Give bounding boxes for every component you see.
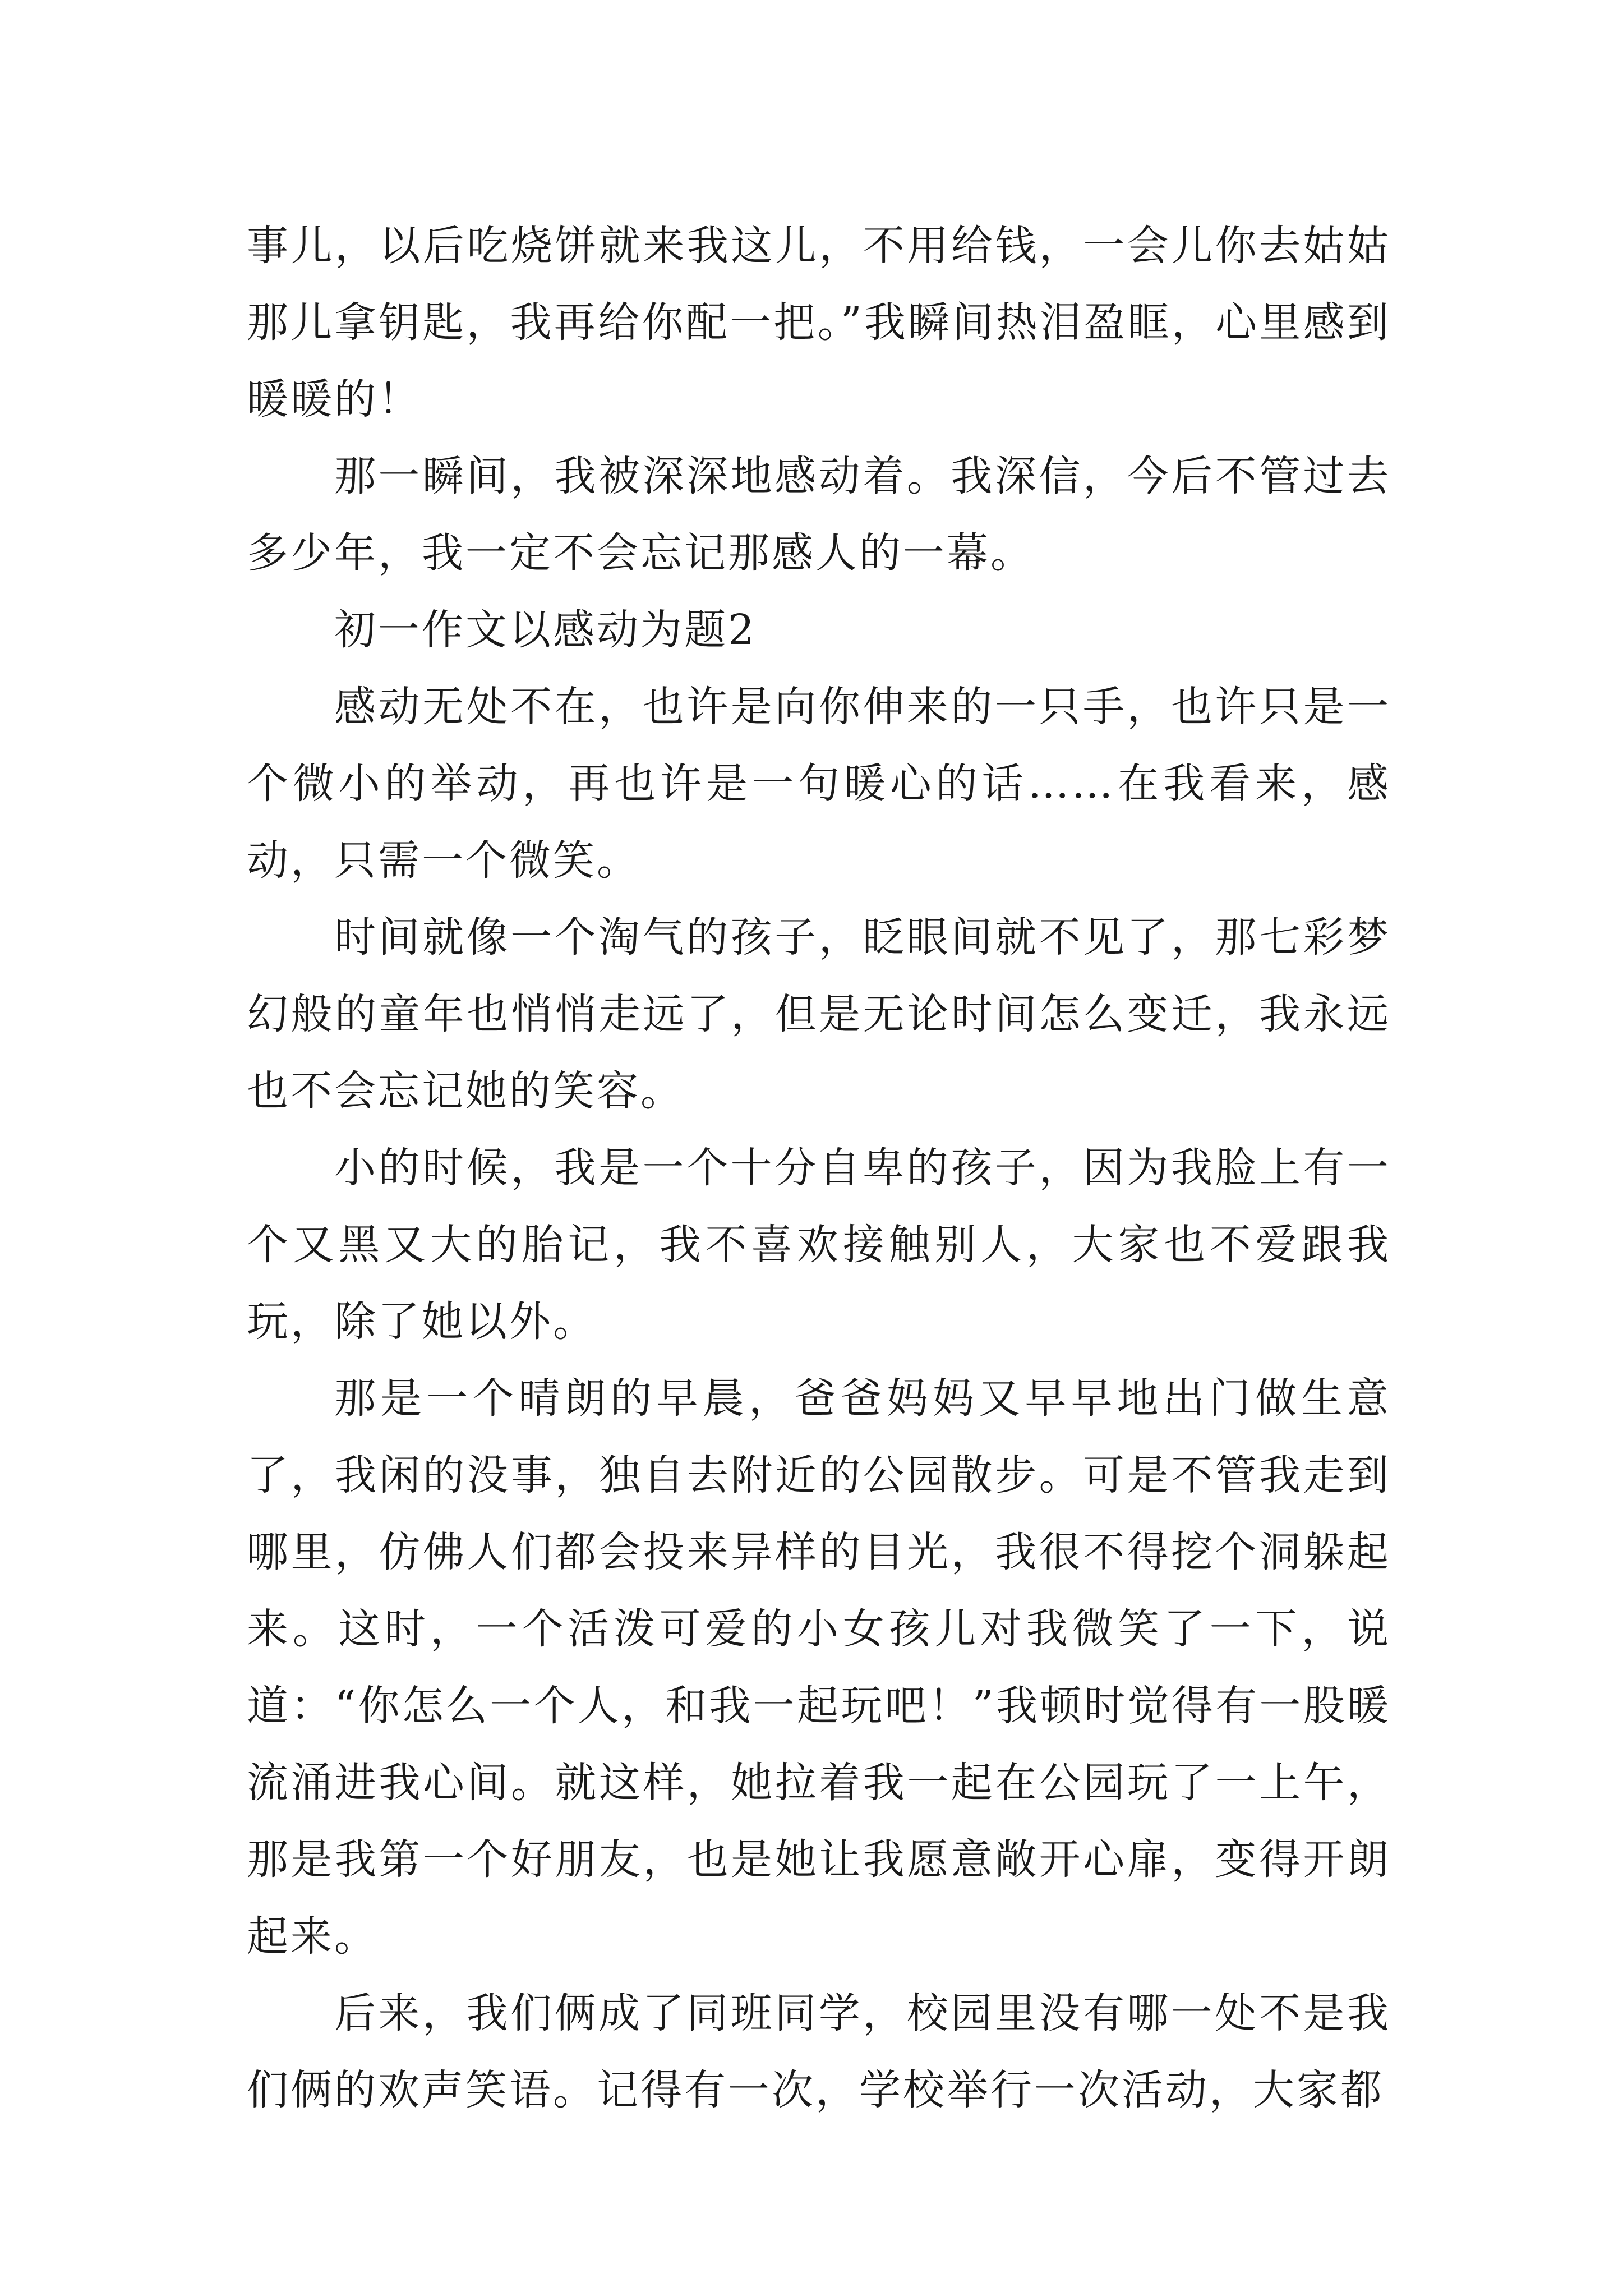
paragraph-5: 小的时候，我是一个十分自卑的孩子，因为我脸上有一个又黑又大的胎记，我不喜欢接触别人，大家也不爱跟我玩，除了她以外。 — [247, 1144, 1391, 1346]
paragraph-3: 感动无处不在，也许是向你伸来的一只手，也许只是一个微小的举动，再也许是一句暖心的话……在我看来，感动，只需一个微笑。 — [247, 683, 1391, 885]
section-title: 初一作文以感动为题2 — [334, 606, 757, 654]
paragraph-2: 那一瞬间，我被深深地感动着。我深信，今后不管过去多少年，我一定不会忘记那感人的一幕。 — [247, 452, 1391, 577]
paragraph-6: 那是一个晴朗的早晨，爸爸妈妈又早早地出门做生意了，我闲的没事，独自去附近的公园散步。可是不管我走到哪里，仿佛人们都会投来异样的目光，我很不得挖个洞躲起来。这时，一个活泼可爱的小女孩儿对我微笑了一下，说道：“你怎么一个人，和我一起玩吧！”我顿时觉得有一股暖流涌进我心间。就这样，她拉着我一起在公园玩了一上午，那是我第一个好朋友，也是她让我愿意敞开心扉，变得开朗起来。 — [247, 1374, 1391, 1961]
document-body — [247, 208, 1391, 2129]
paragraph-4: 时间就像一个淘气的孩子，眨眼间就不见了，那七彩梦幻般的童年也悄悄走远了，但是无论时间怎么变迁，我永远也不会忘记她的笑容。 — [247, 913, 1391, 1115]
paragraph-7: 后来，我们俩成了同班同学，校园里没有哪一处不是我们俩的欢声笑语。记得有一次，学校举行一次活动，大家都 — [247, 1989, 1391, 2114]
paragraph-1: 事儿，以后吃烧饼就来我这儿，不用给钱，一会儿你去姑姑那儿拿钥匙，我再给你配一把。”我瞬间热泪盈眶，心里感到暖暖的！ — [247, 222, 1391, 424]
